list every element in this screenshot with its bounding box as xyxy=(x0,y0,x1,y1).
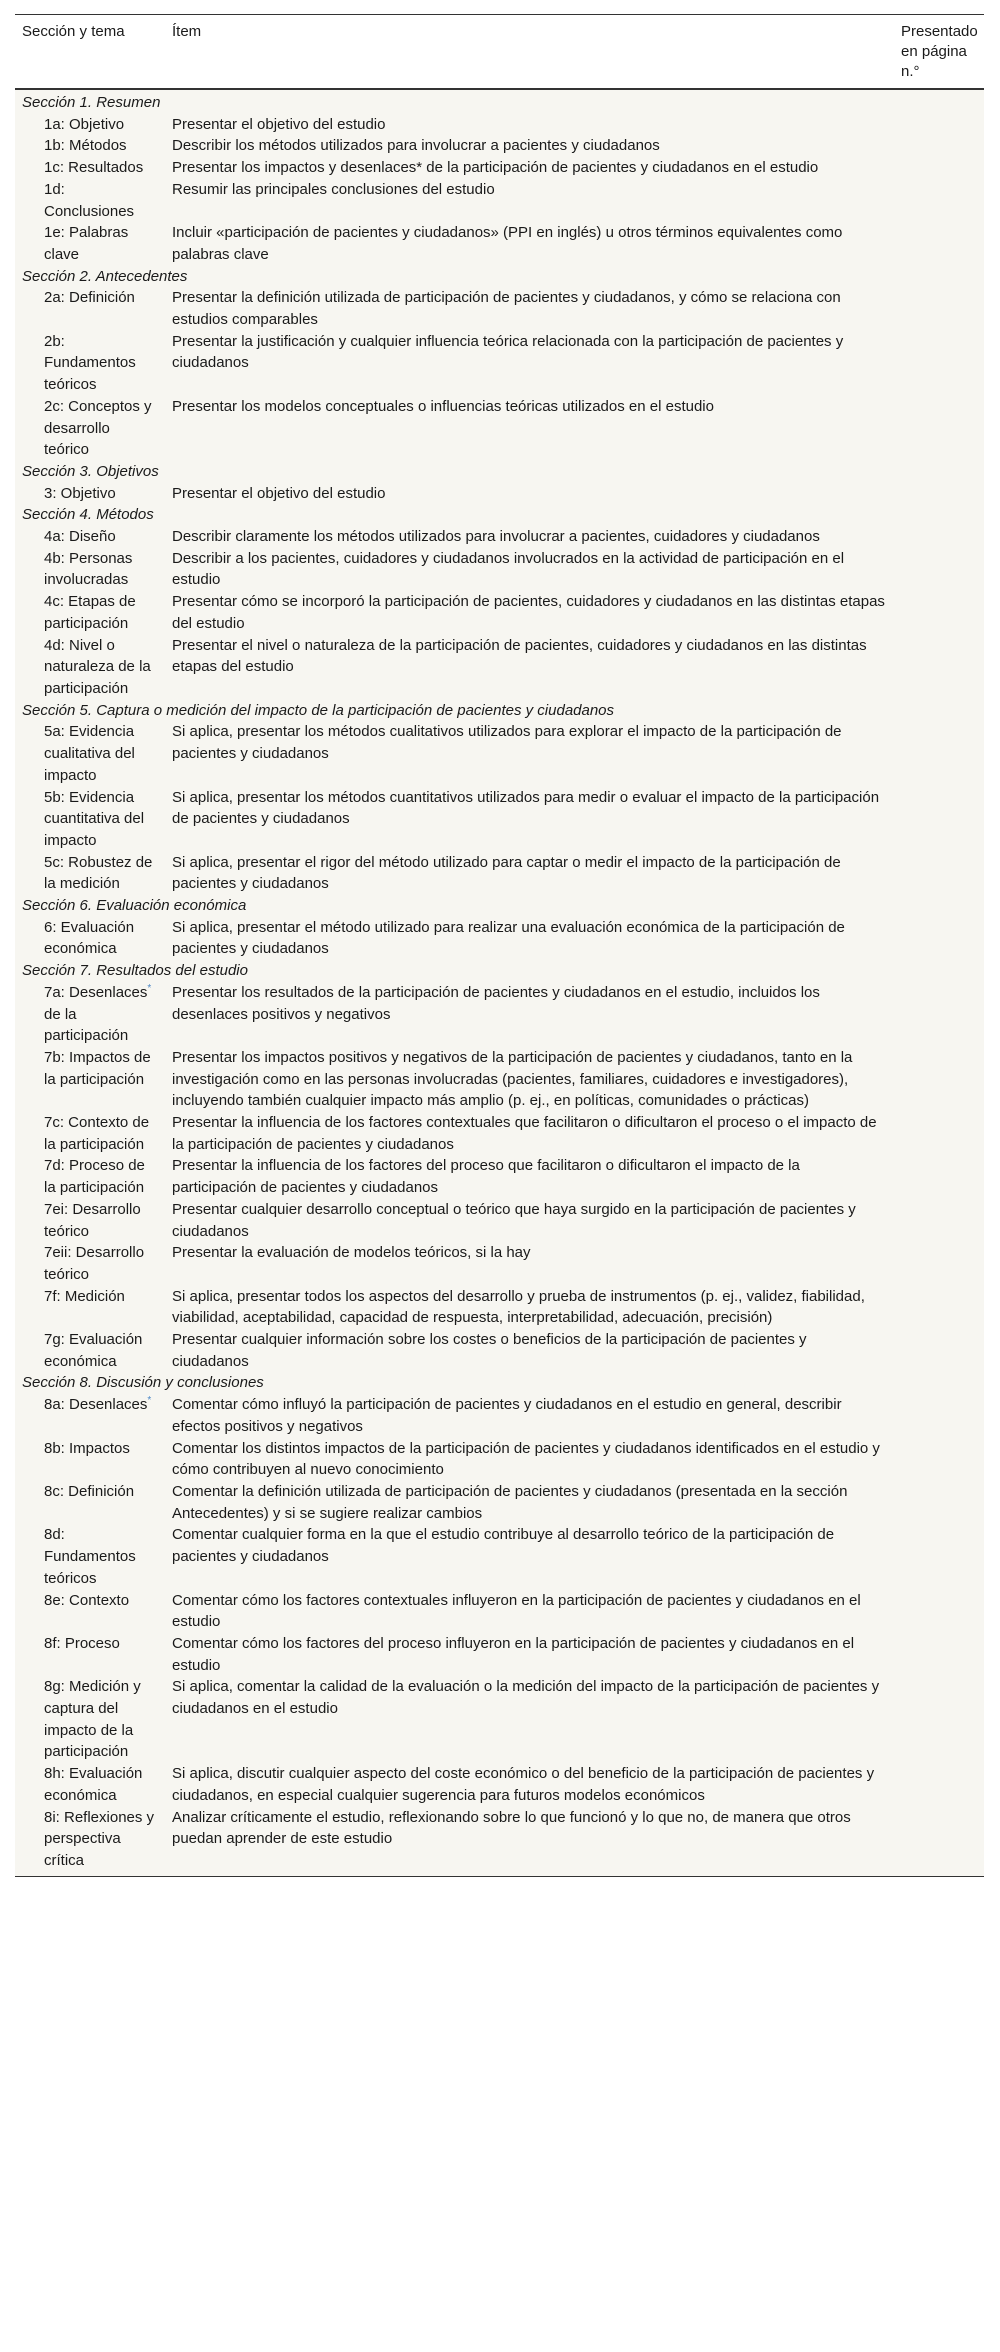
page-number-cell xyxy=(894,157,984,179)
item-topic: 1d: Conclusiones xyxy=(44,180,135,220)
item-topic: 2a: Definición xyxy=(44,289,135,307)
table-row xyxy=(15,635,984,700)
item-description: Describir los métodos utilizados para involucrar a pacientes y ciudadanos xyxy=(172,137,660,155)
table-row xyxy=(15,396,984,461)
item-description: Resumir las principales conclusiones del estudio xyxy=(172,180,495,198)
section-title: Sección 4. Métodos xyxy=(22,506,154,524)
page-number-cell xyxy=(894,1329,984,1372)
section-header-row xyxy=(15,461,984,483)
page-number-cell xyxy=(894,1394,984,1437)
table-header-row xyxy=(15,15,984,90)
item-topic: 2b: Fundamentos teóricos xyxy=(44,332,136,394)
section-title: Sección 8. Discusión y conclusiones xyxy=(22,1374,264,1392)
page-number-cell xyxy=(894,114,984,136)
table-row xyxy=(15,1242,984,1285)
item-description: Comentar los distintos impactos de la participación de pacientes y ciudadanos identificados en el estudio y cómo contribuyen al nuevo conocimiento xyxy=(172,1439,880,1479)
item-description: Describir claramente los métodos utilizados para involucrar a pacientes, cuidadores y ciudadanos xyxy=(172,528,820,546)
page-number-cell xyxy=(894,526,984,548)
table-row xyxy=(15,331,984,396)
page-number-cell xyxy=(894,917,984,960)
footnote-mark[interactable]: * xyxy=(147,982,152,994)
item-topic: 5c: Robustez de la medición xyxy=(44,853,153,893)
item-description: Presentar los resultados de la participación de pacientes y ciudadanos en el estudio, incluidos los desenlaces positivos y negativos xyxy=(172,983,820,1023)
page-number-cell xyxy=(894,483,984,505)
item-description: Comentar la definición utilizada de participación de pacientes y ciudadanos (presentada en la sección Antecedentes) y si se sugiere realizar cambios xyxy=(172,1483,848,1522)
item-description: Si aplica, presentar los métodos cualitativos utilizados para explorar el impacto de la participación de pacientes y ciudadanos xyxy=(172,723,842,763)
table-row xyxy=(15,787,984,852)
topic-label: 7a: Desenlaces xyxy=(44,983,148,1001)
table-row xyxy=(15,1394,984,1437)
item-description: Si aplica, presentar todos los aspectos del desarrollo y prueba de instrumentos (p. ej., validez, fiabilidad, viabilidad, aceptabilidad, capacidad de respuesta, interpretabilidad, adecuación, precisión) xyxy=(172,1287,865,1327)
item-topic: 8d: Fundamentos teóricos xyxy=(44,1526,136,1587)
table-row xyxy=(15,852,984,895)
page-number-cell xyxy=(894,222,984,265)
table-row xyxy=(15,1481,984,1524)
item-topic: 6: Evaluación económica xyxy=(44,918,135,958)
section-header-row xyxy=(15,504,984,526)
section-title: Sección 3. Objetivos xyxy=(22,462,159,480)
item-description: Presentar la influencia de los factores contextuales que facilitaron o dificultaron el proceso o el impacto de la participación de pacientes y ciudadanos xyxy=(172,1114,877,1153)
item-topic: 7eii: Desarrollo teórico xyxy=(44,1244,145,1283)
table-body xyxy=(15,89,984,1876)
item-topic: 7d: Proceso de la participación xyxy=(44,1157,145,1197)
item-topic: 5a: Evidencia cualitativa del impacto xyxy=(44,723,135,784)
page-number-cell xyxy=(894,135,984,157)
page-number-cell xyxy=(894,787,984,852)
item-description: Presentar cualquier desarrollo conceptual o teórico que haya surgido en la participación de pacientes y ciudadanos xyxy=(172,1200,856,1240)
table-row xyxy=(15,1590,984,1633)
item-description: Comentar cómo los factores contextuales influyeron en la participación de pacientes y ciudadanos en el estudio xyxy=(172,1591,861,1631)
topic-label: 8a: Desenlaces xyxy=(44,1396,148,1414)
page-number-cell xyxy=(894,331,984,396)
item-description: Si aplica, presentar el rigor del método utilizado para captar o medir el impacto de la participación de pacientes y ciudadanos xyxy=(172,853,841,893)
item-description: Presentar el nivel o naturaleza de la participación de pacientes, cuidadores y ciudadanos en las distintas etapas del estudio xyxy=(172,636,867,676)
section-header-row xyxy=(15,89,984,114)
page-number-cell xyxy=(894,1524,984,1589)
table-row xyxy=(15,982,984,1047)
item-topic: 5b: Evidencia cuantitativa del impacto xyxy=(44,788,145,849)
table-row xyxy=(15,526,984,548)
table-row xyxy=(15,483,984,505)
section-title: Sección 2. Antecedentes xyxy=(22,267,188,285)
item-topic: 8h: Evaluación económica xyxy=(44,1765,143,1804)
page-number-cell xyxy=(894,548,984,591)
checklist-table xyxy=(15,14,984,1877)
item-topic: 7f: Medición xyxy=(44,1287,125,1305)
table-row xyxy=(15,1199,984,1242)
item-topic: 1b: Métodos xyxy=(44,137,127,155)
item-topic: 8c: Definición xyxy=(44,1483,135,1500)
page-number-cell xyxy=(894,396,984,461)
page-number-cell xyxy=(894,1590,984,1633)
item-topic: 1a: Objetivo xyxy=(44,115,125,133)
item-description: Comentar cómo los factores del proceso influyeron en la participación de pacientes y ciudadanos en el estudio xyxy=(172,1634,855,1674)
item-description: Describir a los pacientes, cuidadores y ciudadanos involucrados en la actividad de participación en el estudio xyxy=(172,549,845,589)
item-topic: 4a: Diseño xyxy=(44,528,116,546)
table-row xyxy=(15,1633,984,1676)
page-number-cell xyxy=(894,1286,984,1329)
item-topic: 7c: Contexto de la participación xyxy=(44,1114,150,1153)
item-topic: 4b: Personas involucradas xyxy=(44,549,133,589)
item-description: Si aplica, presentar los métodos cuantitativos utilizados para medir o evaluar el impacto de la participación de pacientes y ciudadanos xyxy=(172,788,880,828)
section-title: Sección 5. Captura o medición del impacto de la participación de pacientes y ciudadanos xyxy=(22,701,615,719)
page-number-cell xyxy=(894,1807,984,1877)
item-description: Presentar el objetivo del estudio xyxy=(172,484,386,502)
table-row xyxy=(15,1676,984,1763)
item-topic: 7b: Impactos de la participación xyxy=(44,1048,151,1088)
page-number-cell xyxy=(894,1155,984,1198)
item-topic: 4d: Nivel o naturaleza de la participación xyxy=(44,636,151,697)
item-topic: 7g: Evaluación económica xyxy=(44,1331,143,1370)
table-row xyxy=(15,287,984,330)
header-item: Ítem xyxy=(165,15,894,90)
item-topic: 8b: Impactos xyxy=(44,1439,130,1457)
table-row xyxy=(15,1329,984,1372)
section-title: Sección 6. Evaluación económica xyxy=(22,897,247,915)
table-row xyxy=(15,548,984,591)
table-row xyxy=(15,1112,984,1155)
table-row xyxy=(15,721,984,786)
page-number-cell xyxy=(894,635,984,700)
item-topic: 7ei: Desarrollo teórico xyxy=(44,1200,141,1240)
section-title: Sección 7. Resultados del estudio xyxy=(22,962,248,980)
table-row xyxy=(15,591,984,634)
item-description: Si aplica, presentar el método utilizado para realizar una evaluación económica de la participación de pacientes y ciudadanos xyxy=(172,918,845,958)
section-header-row xyxy=(15,960,984,982)
item-topic: 1e: Palabras clave xyxy=(44,224,129,263)
item-description: Presentar la evaluación de modelos teóricos, si la hay xyxy=(172,1244,531,1262)
page-number-cell xyxy=(894,982,984,1047)
checklist-table-container xyxy=(15,14,984,1877)
page-number-cell xyxy=(894,179,984,222)
item-topic: 4c: Etapas de participación xyxy=(44,593,136,632)
header-section-topic: Sección y tema xyxy=(15,15,165,90)
item-topic: 8g: Medición y captura del impacto de la participación xyxy=(44,1678,141,1761)
table-row xyxy=(15,1438,984,1481)
section-header-row xyxy=(15,700,984,722)
topic-label-continued: de la participación xyxy=(44,1005,129,1045)
item-description: Comentar cualquier forma en la que el estudio contribuye al desarrollo teórico de la participación de pacientes y ciudadanos xyxy=(172,1526,835,1566)
item-description: Presentar los impactos positivos y negativos de la participación de pacientes y ciudadanos, tanto en la investigación como en las personas involucradas (pacientes, familiares, cuidadores e investigadores), incluyendo también cualquier impacto más amplio (p. ej., en políticas, comunidades o prácticas) xyxy=(172,1048,853,1110)
page-number-cell xyxy=(894,721,984,786)
item-topic xyxy=(15,982,165,1047)
table-row xyxy=(15,1807,984,1877)
table-row xyxy=(15,1524,984,1589)
page-number-cell xyxy=(894,1438,984,1481)
section-header-row xyxy=(15,895,984,917)
footnote-mark[interactable]: * xyxy=(147,1395,152,1407)
item-description: Presentar cualquier información sobre los costes o beneficios de la participación de pacientes y ciudadanos xyxy=(172,1331,807,1370)
page-number-cell xyxy=(894,1047,984,1112)
table-row xyxy=(15,135,984,157)
page-number-cell xyxy=(894,1112,984,1155)
page-number-cell xyxy=(894,1242,984,1285)
item-topic: 8i: Reflexiones y perspectiva crítica xyxy=(15,1807,165,1877)
table-row xyxy=(15,222,984,265)
item-topic: 1c: Resultados xyxy=(44,159,144,177)
page-number-cell xyxy=(894,287,984,330)
header-page-number: Presentado en página n.° xyxy=(894,15,984,90)
item-description: Presentar el objetivo del estudio xyxy=(172,115,386,133)
item-topic xyxy=(15,1394,165,1437)
item-description: Comentar cómo influyó la participación de pacientes y ciudadanos en el estudio en general, describir efectos positivos y negativos xyxy=(172,1396,842,1435)
page-number-cell xyxy=(894,591,984,634)
table-row xyxy=(15,1155,984,1198)
item-description: Presentar cómo se incorporó la participación de pacientes, cuidadores y ciudadanos en las distintas etapas del estudio xyxy=(172,593,885,632)
table-row xyxy=(15,114,984,136)
item-description: Presentar la influencia de los factores del proceso que facilitaron o dificultaron el impacto de la participación de pacientes y ciudadanos xyxy=(172,1157,800,1197)
section-title: Sección 1. Resumen xyxy=(22,94,161,111)
page-number-cell xyxy=(894,1763,984,1806)
table-row xyxy=(15,179,984,222)
item-topic: 8e: Contexto xyxy=(44,1591,130,1609)
page-number-cell xyxy=(894,1199,984,1242)
item-description: Si aplica, comentar la calidad de la evaluación o la medición del impacto de la participación de pacientes y ciudadanos en el estudio xyxy=(172,1678,880,1718)
item-description: Presentar la definición utilizada de participación de pacientes y ciudadanos, y cómo se relaciona con estudios comparables xyxy=(172,289,841,329)
item-description: Presentar los impactos y desenlaces* de la participación de pacientes y ciudadanos en el estudio xyxy=(172,159,819,177)
table-row xyxy=(15,1286,984,1329)
page-number-cell xyxy=(894,852,984,895)
page-number-cell xyxy=(894,1676,984,1763)
item-topic: 3: Objetivo xyxy=(44,484,116,502)
table-row xyxy=(15,917,984,960)
table-row xyxy=(15,1763,984,1806)
section-header-row xyxy=(15,266,984,288)
page-number-cell xyxy=(894,1633,984,1676)
item-topic: 8f: Proceso xyxy=(44,1634,120,1652)
item-description: Si aplica, discutir cualquier aspecto del coste económico o del beneficio de la participación de pacientes y ciudadanos, en especial cualquier sugerencia para futuros modelos económicos xyxy=(172,1765,875,1804)
section-header-row xyxy=(15,1372,984,1394)
item-description: Presentar la justificación y cualquier influencia teórica relacionada con la participación de pacientes y ciudadanos xyxy=(172,332,844,372)
item-topic: 2c: Conceptos y desarrollo teórico xyxy=(44,397,152,459)
table-row xyxy=(15,1047,984,1112)
table-row xyxy=(15,157,984,179)
page-number-cell xyxy=(894,1481,984,1524)
item-description: Presentar los modelos conceptuales o influencias teóricas utilizados en el estudio xyxy=(172,397,714,415)
item-description: Analizar críticamente el estudio, reflexionando sobre lo que funcionó y lo que no, de manera que otros puedan aprender de este estudio xyxy=(165,1807,894,1877)
item-description: Incluir «participación de pacientes y ciudadanos» (PPI en inglés) u otros términos equivalentes como palabras clave xyxy=(172,224,843,263)
